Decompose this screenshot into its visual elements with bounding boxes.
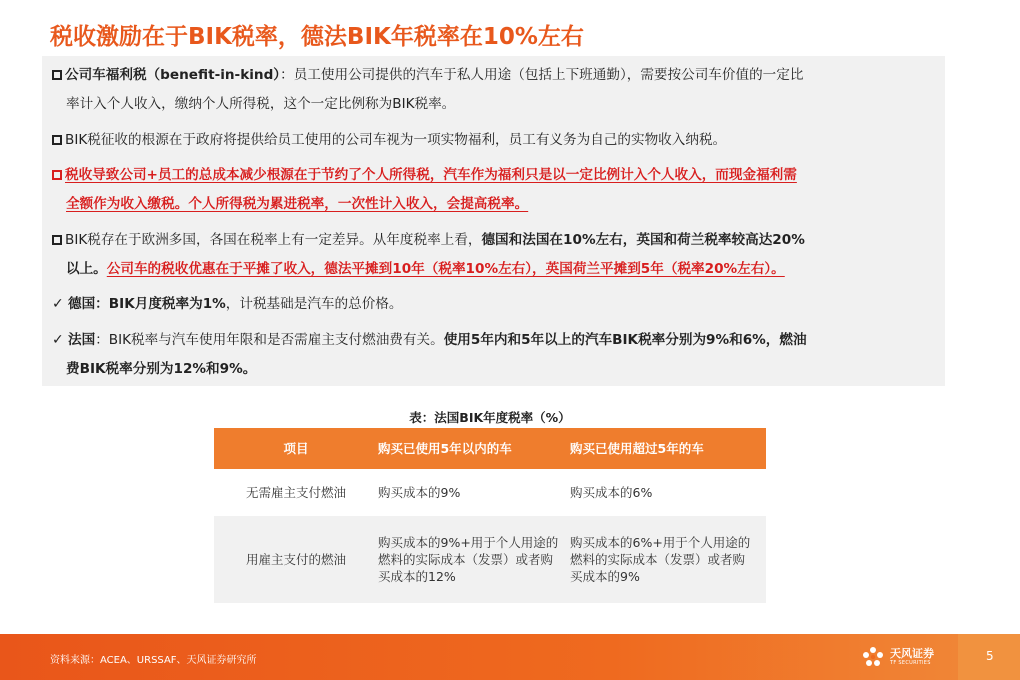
logo-flower-icon — [860, 644, 886, 670]
tax-saving-line1: 税收导致公司+员工的总成本减少根源在于节约了个人所得税，汽车作为福利只是以一定比例计入个人收入，而现金福利需 — [65, 167, 797, 183]
page-number: 5 — [986, 649, 994, 663]
country-diff-text: BIK税存在于欧洲多国，各国在税率上有一定差异。从年度税率上看， — [65, 232, 482, 248]
france-text: ：BIK税率与汽车使用年限和是否需雇主支付燃油费有关。 — [95, 332, 444, 348]
footer-bar — [0, 634, 1020, 680]
row-item: 用雇主支付的燃油 — [245, 552, 346, 567]
cell-line: 燃料的实际成本（发票）或者购 — [378, 552, 554, 567]
logo-en-text: TF SECURITIES — [890, 660, 931, 666]
country-diff-red: 公司车的税收优惠在于平摊了收入，德法平摊到10年（税率10%左右），英国荷兰平摊到5年（税率20%左右）。 — [106, 261, 785, 277]
bik-term: 公司车福利税（benefit-in-kind） — [65, 67, 281, 83]
paragraph-bik-definition — [52, 61, 942, 119]
bik-origin-text: BIK税征收的根源在于政府将提供给员工使用的公司车视为一项实物福利，员工有义务为自己的实物收入纳税。 — [65, 132, 727, 148]
tax-saving-line2: 全额作为收入缴税。个人所得税为累进税率，一次性计入收入，会提高税率。 — [66, 196, 529, 212]
paragraph-country-diff — [52, 226, 942, 284]
row-value-over-5: 购买成本的6% — [570, 485, 653, 500]
table-header-row — [214, 428, 766, 469]
paragraph-bik-origin — [52, 126, 942, 155]
table-row — [214, 516, 766, 603]
country-diff-bold2: 以上。 — [66, 261, 107, 277]
table-title: 表：法国BIK年度税率（%） — [409, 410, 571, 425]
row-value-under-5: 购买成本的9% — [378, 485, 461, 500]
paragraph-france — [52, 326, 942, 384]
logo-cn-text: 天风证券 — [890, 647, 934, 660]
cell-line: 燃料的实际成本（发票）或者购 — [570, 552, 746, 567]
france-bold2: 使用5年内和5年以上的汽车BIK税率分别为9%和6%，燃油 — [443, 332, 807, 348]
row-value-over-5 — [568, 516, 766, 603]
paragraph-tax-saving — [52, 161, 942, 219]
row-value-under-5 — [378, 516, 568, 603]
page-title: 税收激励在于BIK税率，德法BIK年税率在10%左右 — [50, 24, 584, 50]
company-logo — [860, 644, 934, 670]
bullet-square-icon — [52, 235, 62, 245]
france-bold3: 费BIK税率分别为12%和9%。 — [66, 361, 257, 377]
germany-text: ，计税基础是汽车的总价格。 — [225, 296, 403, 312]
bullet-square-icon — [52, 135, 62, 145]
cell-line: 购买成本的6%+用于个人用途的 — [570, 535, 751, 550]
check-icon: ✓ — [52, 296, 64, 312]
bik-definition-line2: 率计入个人收入，缴纳个人所得税，这个一定比例称为BIK税率。 — [66, 96, 456, 112]
bullet-square-icon — [52, 170, 62, 180]
cell-line: 买成本的12% — [378, 569, 456, 584]
source-note: 资料来源：ACEA、URSSAF、天风证券研究所 — [50, 655, 257, 666]
france-bold: 法国 — [68, 332, 96, 348]
header-under-5-years: 购买已使用5年以内的车 — [378, 441, 512, 456]
header-item: 项目 — [283, 441, 309, 456]
country-diff-bold: 德国和法国在10%左右，英国和荷兰税率较高达20% — [481, 232, 805, 248]
paragraph-germany — [52, 290, 942, 319]
germany-bold: 德国：BIK月度税率为1% — [68, 296, 226, 312]
header-over-5-years: 购买已使用超过5年的车 — [570, 441, 704, 456]
cell-line: 买成本的9% — [570, 569, 640, 584]
bullet-square-icon — [52, 70, 62, 80]
check-icon: ✓ — [52, 332, 64, 348]
page-number-box — [958, 634, 1020, 680]
bik-definition-line1: ：员工使用公司提供的汽车于私人用途（包括上下班通勤），需要按公司车价值的一定比 — [280, 67, 804, 83]
table-row — [214, 469, 766, 516]
row-item: 无需雇主支付燃油 — [245, 485, 346, 500]
cell-line: 购买成本的9%+用于个人用途的 — [378, 535, 559, 550]
france-bik-table — [214, 428, 766, 603]
